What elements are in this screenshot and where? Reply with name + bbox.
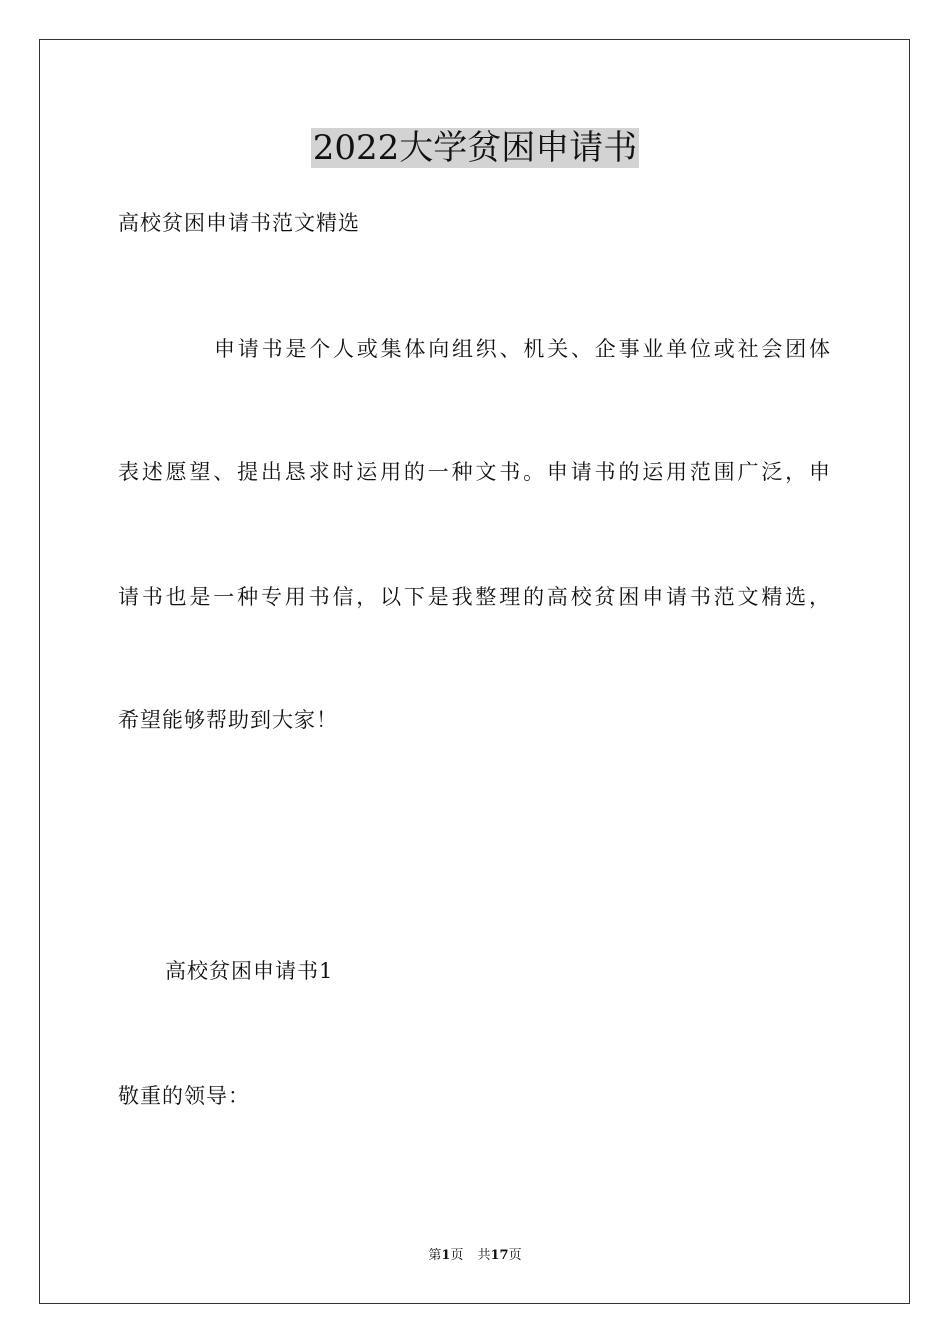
footer-page-suffix: 页 — [450, 1248, 464, 1263]
footer-page-prefix: 第 — [428, 1248, 442, 1263]
document-subtitle: 高校贫困申请书范文精选 — [118, 211, 360, 235]
intro-line-3: 请书也是一种专用书信，以下是我整理的高校贫困申请书范文精选， — [118, 585, 830, 609]
intro-line-2: 表述愿望、提出恳求时运用的一种文书。申请书的运用范围广泛，申 — [118, 460, 830, 484]
footer-page-number: 1 — [441, 1248, 451, 1263]
intro-line-1: 申请书是个人或集体向组织、机关、企事业单位或社会团体 — [214, 337, 830, 361]
footer-total-pages: 17 — [490, 1248, 509, 1263]
footer-total-suffix: 页 — [508, 1248, 522, 1263]
section-heading: 高校贫困申请书1 — [165, 959, 334, 983]
footer-total-prefix: 共 — [477, 1248, 491, 1263]
intro-line-4: 希望能够帮助到大家！ — [118, 708, 338, 732]
page-footer — [0, 1247, 950, 1265]
document-title — [0, 126, 950, 170]
document-title-text: 2022大学贫困申请书 — [312, 128, 638, 168]
salutation: 敬重的领导： — [118, 1084, 250, 1108]
